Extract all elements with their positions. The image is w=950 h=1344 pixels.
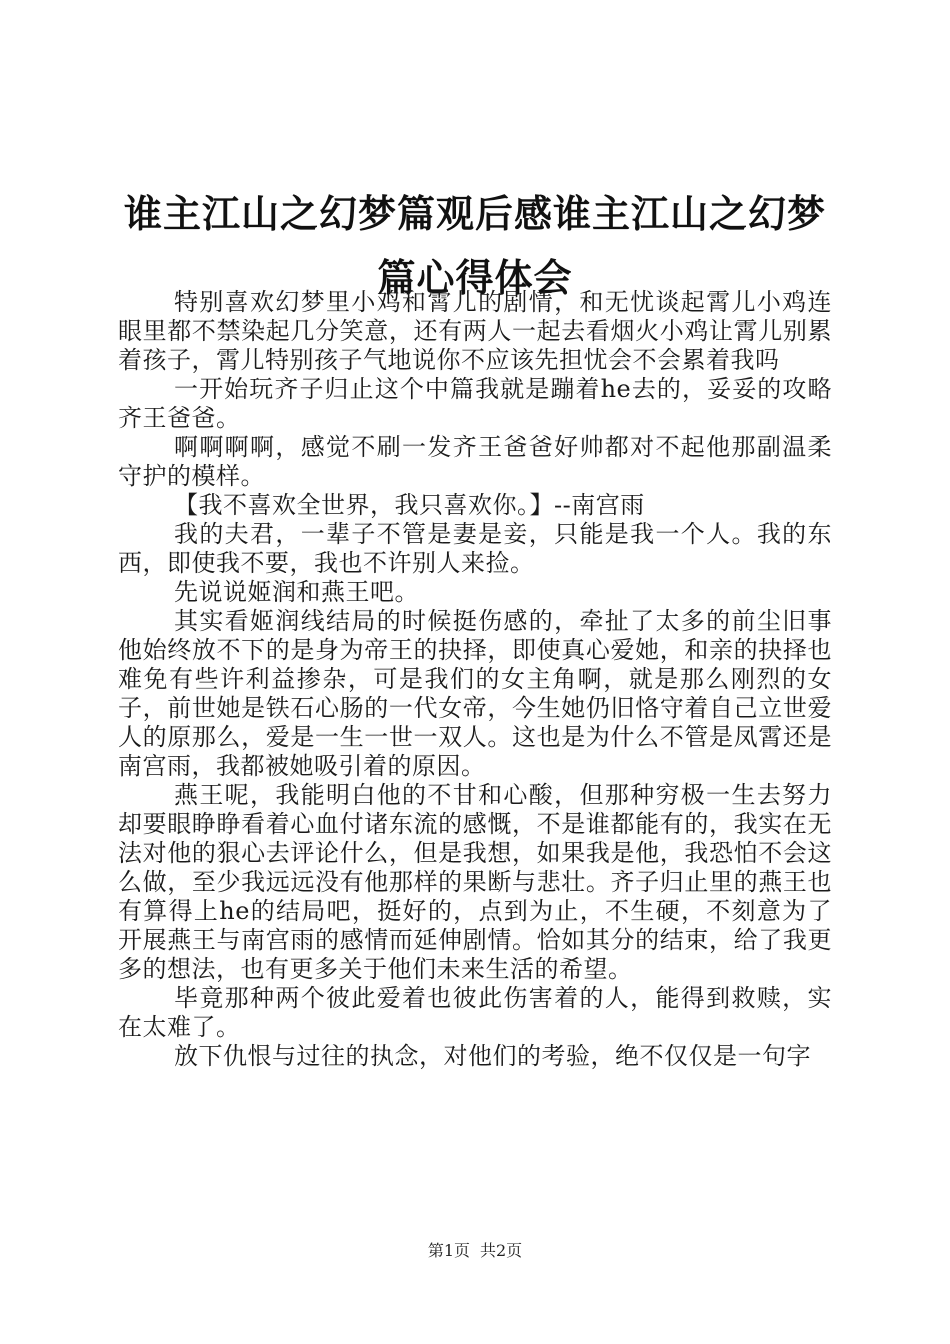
paragraph: 放下仇恨与过往的执念，对他们的考验，绝不仅仅是一句字 [174,1042,811,1070]
paragraph-quote: 【我不喜欢全世界，我只喜欢你。】--南宫雨 [174,491,645,519]
paragraph: 燕王呢，我能明白他的不甘和心酸，但那种穷极一生去努力却要眼睁睁看着心血付诸东流的感慨，不是谁都能有的，我实在无法对他的狠心去评论什么，但是我想，如果我是他，我恐怕不会这么做，至少我远远没有他那样的果断与悲壮。齐子归止里的燕王也有算得上he的结局吧，挺好的，点到为止，不生硬，不刻意为了开展燕王与南宫雨的感情而延伸剧情。恰如其分的结束，给了我更多的想法，也有更多关于他们未来生活的希望。 [118,781,832,983]
paragraph: 特别喜欢幻梦里小鸡和霄儿的剧情，和无忧谈起霄儿小鸡连眼里都不禁染起几分笑意，还有两人一起去看烟火小鸡让霄儿别累着孩子，霄儿特别孩子气地说你不应该先担忧会不会累着我吗 [118,288,832,374]
paragraph: 啊啊啊啊，感觉不刷一发齐王爸爸好帅都对不起他那副温柔守护的模样。 [118,433,832,490]
paragraph: 其实看姬润线结局的时候挺伤感的，牵扯了太多的前尘旧事他始终放不下的是身为帝王的抉择，即使真心爱她，和亲的抉择也难免有些许利益掺杂，可是我们的女主角啊，就是那么刚烈的女子，前世她是铁石心肠的一代女帝，今生她仍旧恪守着自己立世爱人的原那么，爱是一生一世一双人。这也是为什么不管是凤霄还是南宫雨，我都被她吸引着的原因。 [118,607,832,780]
paragraph: 毕竟那种两个彼此爱着也彼此伤害着的人，能得到救赎，实在太难了。 [118,984,832,1041]
page-number: 第1页 [427,1241,470,1260]
paragraph: 先说说姬润和燕王吧。 [174,578,419,606]
document-body [118,288,832,1071]
page-footer [0,1241,950,1261]
paragraph: 我的夫君，一辈子不管是妻是妾，只能是我一个人。我的东西，即使我不要，我也不许别人来捡。 [118,520,832,577]
page-total: 共2页 [480,1241,523,1260]
document-title: 谁主江山之幻梦篇观后感谁主江山之幻梦篇心得体会 [123,192,826,300]
paragraph: 一开始玩齐子归止这个中篇我就是蹦着he去的，妥妥的攻略齐王爸爸。 [118,375,832,432]
